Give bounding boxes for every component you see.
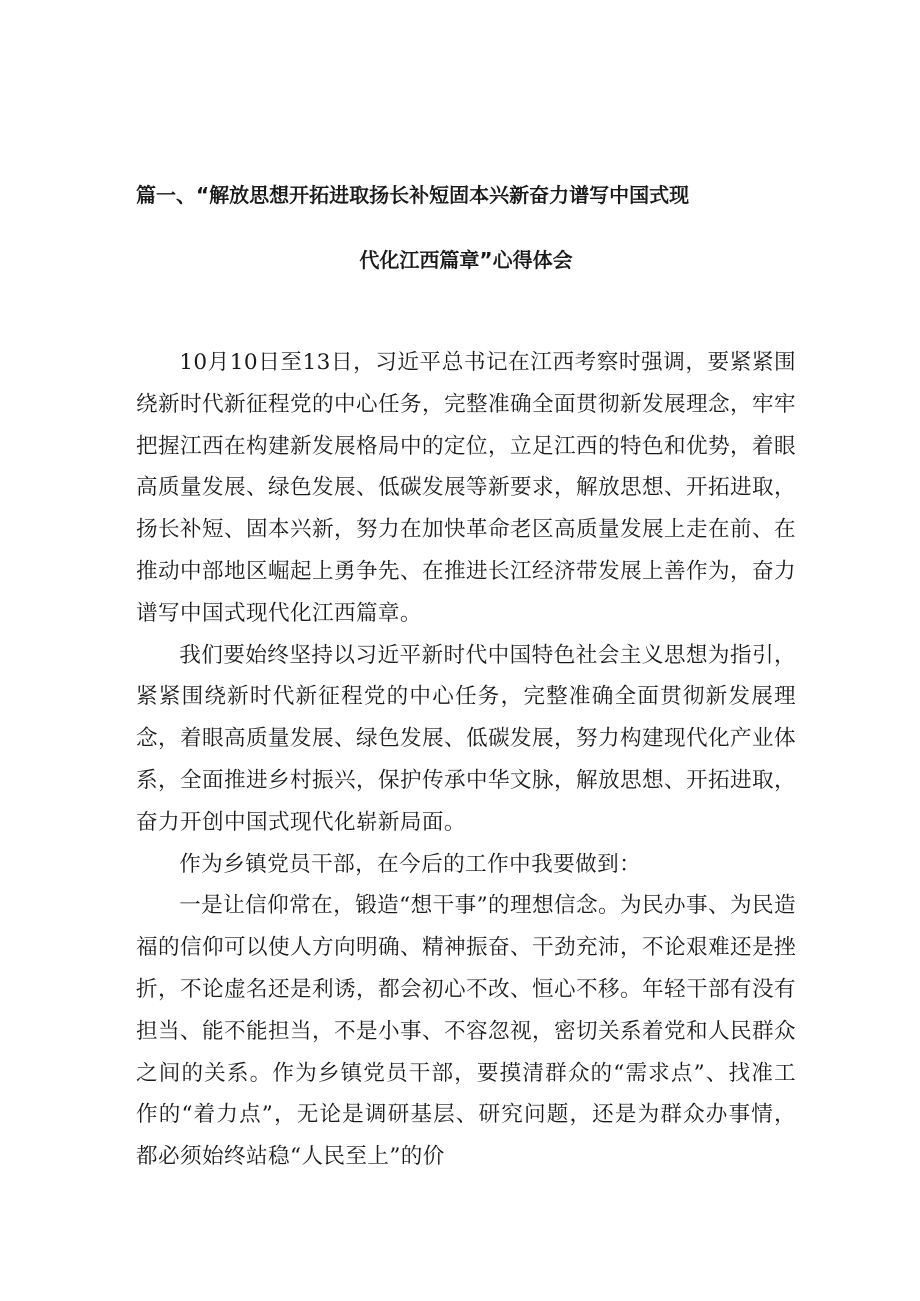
document-body [136, 342, 796, 1178]
document-title-line-1: 篇一、“解放思想开拓进取扬长补短固本兴新奋力谱写中国式现 [136, 183, 690, 207]
paragraph-3: 作为乡镇党员干部，在今后的工作中我要做到： [179, 851, 642, 877]
paragraph-4: 一是让信仰常在，锻造“想干事”的理想信念。为民办事、为民造福的信仰可以使人方向明确、精神振奋、干劲充沛，不论艰难还是挫折，不论虚名还是利诱，都会初心不改、恒心不移。年轻干部有没有担当、能不能担当，不是小事、不容忽视，密切关系着党和人民群众之间的关系。作为乡镇党员干部，要摸清群众的“需求点”、找准工作的“着力点”，无论是调研基层、研究问题，还是为群众办事情，都必须始终站稳“人民至上”的价 [136, 893, 796, 1170]
document-title-line-2: 代化江西篇章”心得体会 [359, 248, 573, 272]
paragraph-2: 我们要始终坚持以习近平新时代中国特色社会主义思想为指引，紧紧围绕新时代新征程党的中心任务，完整准确全面贯彻新发展理念，着眼高质量发展、绿色发展、低碳发展，努力构建现代化产业体系，全面推进乡村振兴，保护传承中华文脉，解放思想、开拓进取，奋力开创中国式现代化崭新局面。 [136, 642, 796, 835]
paragraph-1: 10月10日至13日，习近平总书记在江西考察时强调，要紧紧围绕新时代新征程党的中心任务，完整准确全面贯彻新发展理念，牢牢把握江西在构建新发展格局中的定位，立足江西的特色和优势，着眼高质量发展、绿色发展、低碳发展等新要求，解放思想、开拓进取，扬长补短、固本兴新，努力在加快革命老区高质量发展上走在前、在推动中部地区崛起上勇争先、在推进长江经济带发展上善作为，奋力谱写中国式现代化江西篇章。 [136, 350, 796, 626]
